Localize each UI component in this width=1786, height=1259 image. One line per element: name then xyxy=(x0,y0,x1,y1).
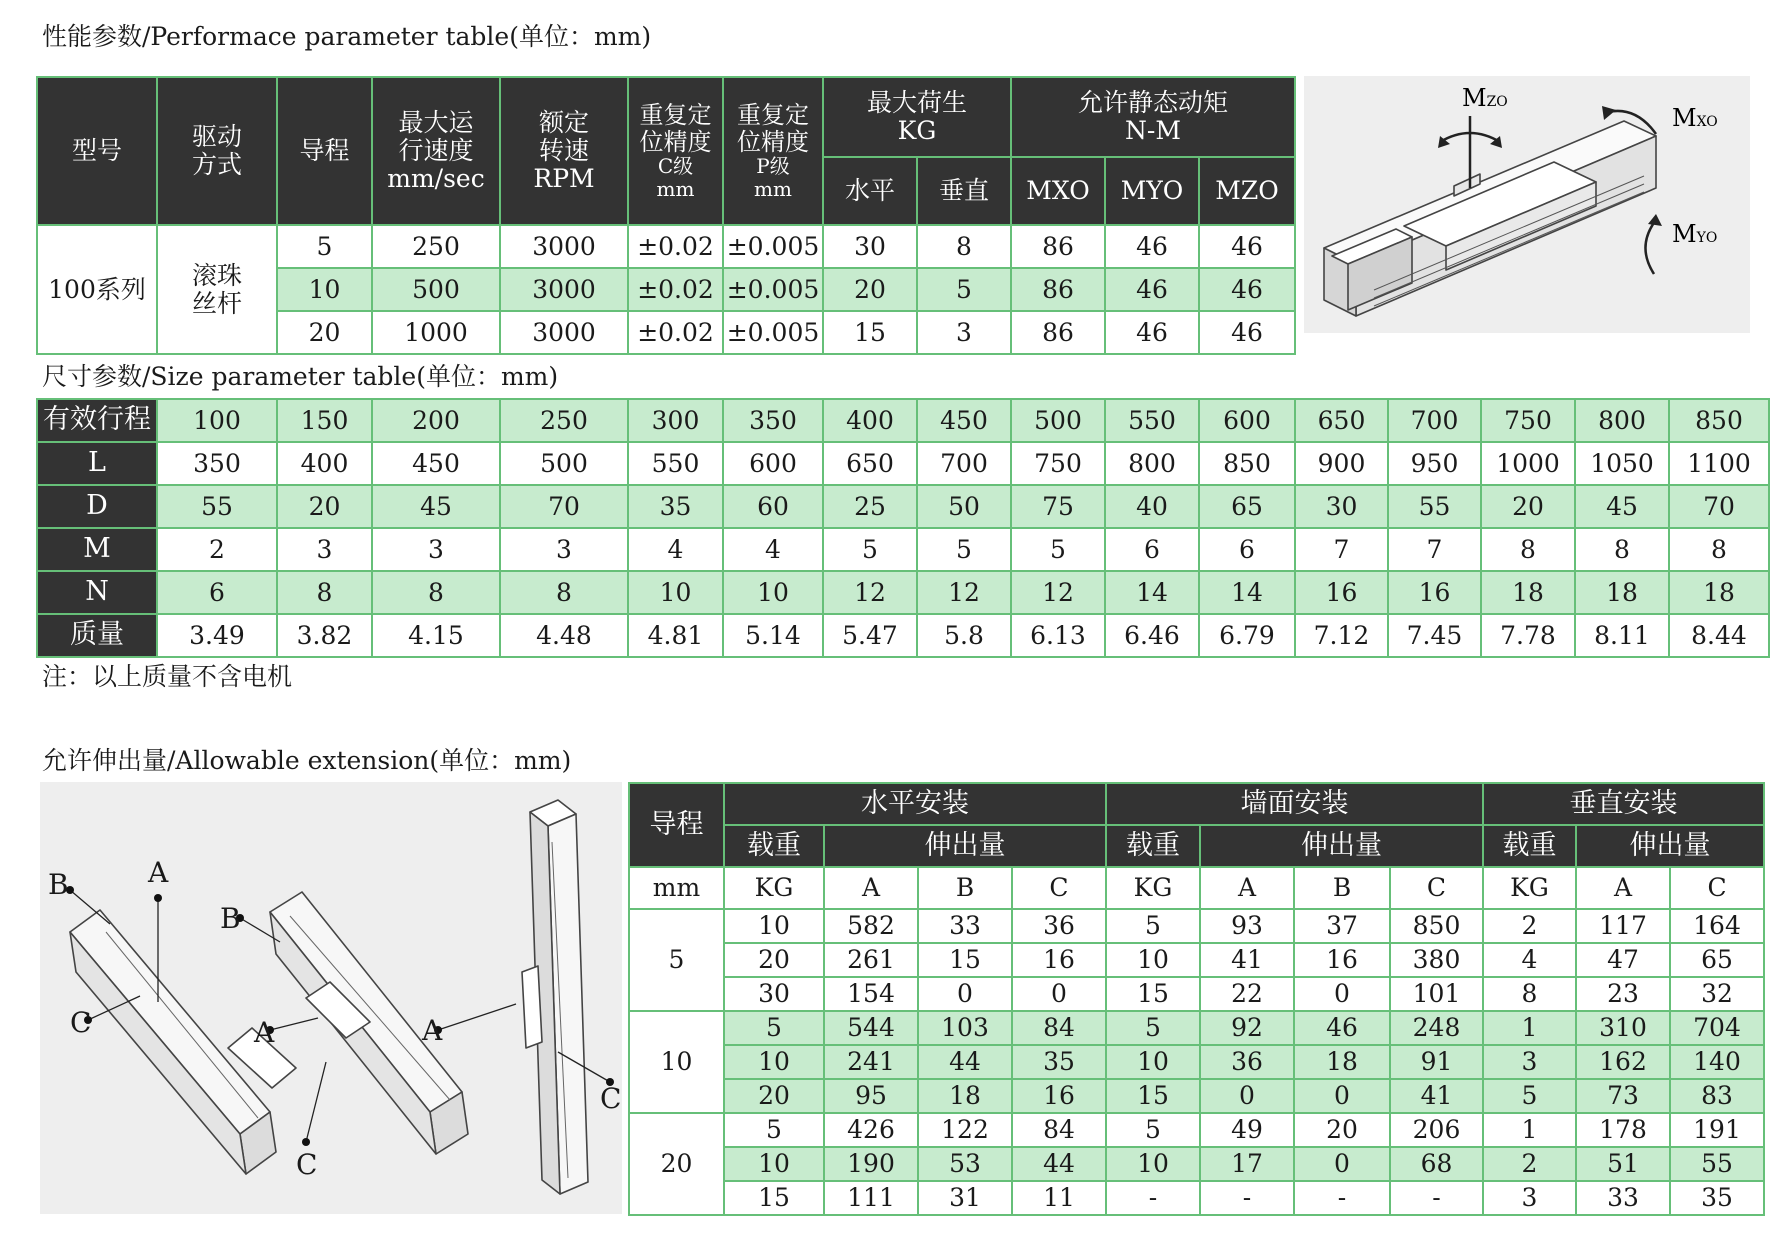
table-cell: 850 xyxy=(1199,442,1295,485)
table-cell: 5 xyxy=(277,225,372,268)
ext-col-b: B xyxy=(1294,867,1390,909)
ext-label-b: B xyxy=(220,902,241,935)
size-row-label: N xyxy=(37,571,157,614)
mxo-label: MXO xyxy=(1672,104,1718,132)
table-cell: 65 xyxy=(1670,943,1764,977)
table-cell: 600 xyxy=(723,442,823,485)
table-cell: 18 xyxy=(1575,571,1669,614)
table-cell: 0 xyxy=(1200,1079,1294,1113)
table-cell: 50 xyxy=(917,485,1011,528)
ext-header-vertical: 垂直安装 xyxy=(1483,783,1764,825)
table-cell: 500 xyxy=(1011,399,1105,442)
model-cell: 100系列 xyxy=(37,225,157,354)
table-cell: 73 xyxy=(1576,1079,1670,1113)
table-cell: 10 xyxy=(724,1045,824,1079)
table-cell: 103 xyxy=(918,1011,1012,1045)
table-cell: 10 xyxy=(1106,1045,1200,1079)
table-cell: 46 xyxy=(1294,1011,1390,1045)
table-cell: 18 xyxy=(1669,571,1769,614)
table-cell: 53 xyxy=(918,1147,1012,1181)
table-cell: ±0.02 xyxy=(628,225,723,268)
table-cell: 95 xyxy=(824,1079,918,1113)
ext-label-c: C xyxy=(296,1148,318,1181)
table-cell: 3 xyxy=(277,528,372,571)
table-cell: 84 xyxy=(1012,1113,1106,1147)
drive-cell: 滚珠 丝杆 xyxy=(157,225,277,354)
table-cell: 35 xyxy=(628,485,723,528)
ext-label-a: A xyxy=(254,1016,275,1049)
moment-diagram-svg xyxy=(1304,76,1750,333)
table-cell: 8 xyxy=(1481,528,1575,571)
table-cell: 600 xyxy=(1199,399,1295,442)
table-cell: 6 xyxy=(1199,528,1295,571)
table-cell: - xyxy=(1200,1181,1294,1215)
table-cell: 5.47 xyxy=(823,614,917,657)
ext-lead-cell: 20 xyxy=(629,1113,724,1215)
table-cell: 140 xyxy=(1670,1045,1764,1079)
header-max-speed: 最大运 行速度 mm/sec xyxy=(372,77,500,225)
table-cell: 20 xyxy=(1294,1113,1390,1147)
table-cell: 12 xyxy=(917,571,1011,614)
ext-col-c: C xyxy=(1012,867,1106,909)
table-cell: 7.78 xyxy=(1481,614,1575,657)
table-cell: 101 xyxy=(1390,977,1483,1011)
table-cell: 20 xyxy=(724,943,824,977)
table-cell: 3 xyxy=(917,311,1011,354)
table-cell: 16 xyxy=(1388,571,1481,614)
table-cell: 178 xyxy=(1576,1113,1670,1147)
table-cell: 83 xyxy=(1670,1079,1764,1113)
table-cell: 8 xyxy=(277,571,372,614)
table-cell: 10 xyxy=(1106,1147,1200,1181)
table-cell: 7.12 xyxy=(1295,614,1388,657)
header-load-vertical: 垂直 xyxy=(917,157,1011,225)
table-cell: 65 xyxy=(1199,485,1295,528)
table-cell: 15 xyxy=(918,943,1012,977)
table-cell: 6.46 xyxy=(1105,614,1199,657)
table-cell: 16 xyxy=(1012,943,1106,977)
table-cell: 10 xyxy=(723,571,823,614)
table-cell: 16 xyxy=(1294,943,1390,977)
header-myo: MYO xyxy=(1105,157,1199,225)
table-cell: 154 xyxy=(824,977,918,1011)
table-cell: - xyxy=(1390,1181,1483,1215)
table-cell: 30 xyxy=(1295,485,1388,528)
table-cell: 46 xyxy=(1199,311,1295,354)
ext-col-a: A xyxy=(1200,867,1294,909)
table-cell: 93 xyxy=(1200,909,1294,943)
table-cell: 3.82 xyxy=(277,614,372,657)
table-cell: 8.11 xyxy=(1575,614,1669,657)
table-cell: 200 xyxy=(372,399,500,442)
table-cell: 14 xyxy=(1199,571,1295,614)
table-cell: 4 xyxy=(723,528,823,571)
table-cell: 380 xyxy=(1390,943,1483,977)
table-cell: 8 xyxy=(1483,977,1576,1011)
table-cell: 40 xyxy=(1105,485,1199,528)
table-cell: 5 xyxy=(724,1113,824,1147)
extension-diagram-svg xyxy=(40,782,622,1214)
table-cell: 44 xyxy=(1012,1147,1106,1181)
table-cell: 47 xyxy=(1576,943,1670,977)
ext-header-load: 载重 xyxy=(1106,825,1200,867)
ext-unit-kg: KG xyxy=(1483,867,1576,909)
table-cell: 5.14 xyxy=(723,614,823,657)
table-cell: 30 xyxy=(724,977,824,1011)
table-cell: 36 xyxy=(1012,909,1106,943)
mass-note: 注：以上质量不含电机 xyxy=(42,662,293,691)
header-max-load: 最大荷生 KG xyxy=(823,77,1011,157)
table-cell: 46 xyxy=(1105,225,1199,268)
table-cell: 117 xyxy=(1576,909,1670,943)
size-row-label: L xyxy=(37,442,157,485)
ext-header-wall: 墙面安装 xyxy=(1106,783,1483,825)
table-cell: 4.15 xyxy=(372,614,500,657)
table-cell: ±0.005 xyxy=(723,225,823,268)
table-cell: 8 xyxy=(917,225,1011,268)
table-cell: 51 xyxy=(1576,1147,1670,1181)
table-cell: 250 xyxy=(372,225,500,268)
table-cell: 6 xyxy=(1105,528,1199,571)
table-cell: 700 xyxy=(1388,399,1481,442)
table-cell: 55 xyxy=(157,485,277,528)
table-cell: 31 xyxy=(918,1181,1012,1215)
table-cell: 300 xyxy=(628,399,723,442)
table-cell: 7.45 xyxy=(1388,614,1481,657)
table-cell: 20 xyxy=(823,268,917,311)
table-cell: 11 xyxy=(1012,1181,1106,1215)
table-cell: ±0.02 xyxy=(628,311,723,354)
header-lead: 导程 xyxy=(277,77,372,225)
ext-label-b: B xyxy=(48,868,69,901)
table-cell: 46 xyxy=(1105,311,1199,354)
table-cell: 23 xyxy=(1576,977,1670,1011)
table-cell: 3000 xyxy=(500,268,628,311)
table-cell: 68 xyxy=(1390,1147,1483,1181)
table-cell: 2 xyxy=(1483,1147,1576,1181)
table-cell: 41 xyxy=(1390,1079,1483,1113)
table-cell: 191 xyxy=(1670,1113,1764,1147)
table-cell: 33 xyxy=(918,909,1012,943)
table-cell: - xyxy=(1294,1181,1390,1215)
table-cell: 5 xyxy=(1483,1079,1576,1113)
ext-col-a: A xyxy=(1576,867,1670,909)
size-row-label: 质量 xyxy=(37,614,157,657)
table-cell: 0 xyxy=(918,977,1012,1011)
ext-lead-cell: 10 xyxy=(629,1011,724,1113)
table-cell: 241 xyxy=(824,1045,918,1079)
table-cell: 4 xyxy=(628,528,723,571)
table-cell: 7 xyxy=(1295,528,1388,571)
table-cell: 91 xyxy=(1390,1045,1483,1079)
table-cell: 16 xyxy=(1012,1079,1106,1113)
table-cell: 46 xyxy=(1199,268,1295,311)
ext-col-c: C xyxy=(1390,867,1483,909)
table-cell: 0 xyxy=(1294,1079,1390,1113)
table-cell: 5 xyxy=(917,528,1011,571)
table-cell: 500 xyxy=(500,442,628,485)
table-cell: 4 xyxy=(1483,943,1576,977)
table-cell: 8 xyxy=(500,571,628,614)
table-cell: 15 xyxy=(724,1181,824,1215)
table-cell: 400 xyxy=(823,399,917,442)
performance-title: 性能参数/Performace parameter table(单位：mm) xyxy=(42,22,652,51)
table-cell: 750 xyxy=(1011,442,1105,485)
table-cell: 6 xyxy=(157,571,277,614)
table-cell: 450 xyxy=(372,442,500,485)
table-cell: 850 xyxy=(1669,399,1769,442)
table-cell: 550 xyxy=(1105,399,1199,442)
table-cell: ±0.02 xyxy=(628,268,723,311)
table-cell: ±0.005 xyxy=(723,268,823,311)
table-cell: 10 xyxy=(277,268,372,311)
table-cell: 1050 xyxy=(1575,442,1669,485)
table-cell: 750 xyxy=(1481,399,1575,442)
table-cell: 426 xyxy=(824,1113,918,1147)
performance-table xyxy=(36,76,1296,355)
table-cell: 704 xyxy=(1670,1011,1764,1045)
table-cell: 86 xyxy=(1011,225,1105,268)
ext-col-c: C xyxy=(1670,867,1764,909)
table-cell: 8 xyxy=(1575,528,1669,571)
myo-label: MYO xyxy=(1672,220,1718,248)
table-cell: 850 xyxy=(1390,909,1483,943)
table-cell: 5 xyxy=(1106,909,1200,943)
ext-col-a: A xyxy=(824,867,918,909)
ext-header-lead: 导程 xyxy=(629,783,724,867)
ext-header-extension: 伸出量 xyxy=(824,825,1106,867)
extension-table xyxy=(628,782,1765,1216)
table-cell: 70 xyxy=(500,485,628,528)
table-cell: 5 xyxy=(917,268,1011,311)
table-cell: 8 xyxy=(372,571,500,614)
table-cell: 261 xyxy=(824,943,918,977)
mzo-label: MZO xyxy=(1462,84,1508,112)
table-cell: 86 xyxy=(1011,268,1105,311)
header-drive: 驱动 方式 xyxy=(157,77,277,225)
table-cell: 550 xyxy=(628,442,723,485)
table-cell: 950 xyxy=(1388,442,1481,485)
table-cell: 5 xyxy=(1106,1113,1200,1147)
table-cell: 18 xyxy=(918,1079,1012,1113)
moment-diagram xyxy=(1304,76,1750,333)
table-cell: 3 xyxy=(372,528,500,571)
table-cell: 84 xyxy=(1012,1011,1106,1045)
table-cell: 3 xyxy=(500,528,628,571)
table-cell: 206 xyxy=(1390,1113,1483,1147)
table-cell: 0 xyxy=(1294,1147,1390,1181)
table-cell: 20 xyxy=(277,485,372,528)
table-cell: 150 xyxy=(277,399,372,442)
table-cell: 100 xyxy=(157,399,277,442)
table-cell: 6.13 xyxy=(1011,614,1105,657)
table-cell: 111 xyxy=(824,1181,918,1215)
table-cell: 35 xyxy=(1012,1045,1106,1079)
table-cell: 70 xyxy=(1669,485,1769,528)
table-cell: 15 xyxy=(823,311,917,354)
header-repeat-c: 重复定 位精度 C级 mm xyxy=(628,77,723,225)
table-cell: 30 xyxy=(823,225,917,268)
table-cell: 41 xyxy=(1200,943,1294,977)
table-cell: 10 xyxy=(724,909,824,943)
ext-unit-kg: KG xyxy=(724,867,824,909)
table-cell: 17 xyxy=(1200,1147,1294,1181)
table-cell: 33 xyxy=(1576,1181,1670,1215)
header-mzo: MZO xyxy=(1199,157,1295,225)
ext-header-horizontal: 水平安装 xyxy=(724,783,1106,825)
table-cell: 1100 xyxy=(1669,442,1769,485)
table-cell: 582 xyxy=(824,909,918,943)
table-cell: 544 xyxy=(824,1011,918,1045)
ext-header-extension: 伸出量 xyxy=(1200,825,1483,867)
ext-label-a: A xyxy=(422,1014,443,1047)
ext-unit-mm: mm xyxy=(629,867,724,909)
table-cell: - xyxy=(1106,1181,1200,1215)
table-cell: 2 xyxy=(157,528,277,571)
table-cell: 55 xyxy=(1388,485,1481,528)
table-cell: 5 xyxy=(724,1011,824,1045)
table-cell: 46 xyxy=(1199,225,1295,268)
extension-title: 允许伸出量/Allowable extension(单位：mm) xyxy=(42,746,572,775)
ext-col-b: B xyxy=(918,867,1012,909)
table-cell: 400 xyxy=(277,442,372,485)
table-cell: 15 xyxy=(1106,977,1200,1011)
table-cell: 75 xyxy=(1011,485,1105,528)
table-cell: 10 xyxy=(628,571,723,614)
table-cell: 32 xyxy=(1670,977,1764,1011)
table-cell: 500 xyxy=(372,268,500,311)
table-cell: 20 xyxy=(277,311,372,354)
table-cell: 1000 xyxy=(372,311,500,354)
table-cell: 8.44 xyxy=(1669,614,1769,657)
table-cell: 800 xyxy=(1105,442,1199,485)
header-mxo: MXO xyxy=(1011,157,1105,225)
table-cell: 55 xyxy=(1670,1147,1764,1181)
table-cell: 45 xyxy=(1575,485,1669,528)
table-cell: 12 xyxy=(823,571,917,614)
table-cell: 22 xyxy=(1200,977,1294,1011)
header-load-horizontal: 水平 xyxy=(823,157,917,225)
table-cell: 0 xyxy=(1294,977,1390,1011)
table-cell: 350 xyxy=(723,399,823,442)
table-cell: 4.48 xyxy=(500,614,628,657)
table-cell: 450 xyxy=(917,399,1011,442)
table-cell: 15 xyxy=(1106,1079,1200,1113)
table-cell: 8 xyxy=(1669,528,1769,571)
table-cell: 20 xyxy=(724,1079,824,1113)
ext-lead-cell: 5 xyxy=(629,909,724,1011)
table-cell: 310 xyxy=(1576,1011,1670,1045)
table-cell: 18 xyxy=(1481,571,1575,614)
extension-diagram xyxy=(40,782,622,1214)
size-row-label: D xyxy=(37,485,157,528)
table-cell: 650 xyxy=(1295,399,1388,442)
table-cell: 35 xyxy=(1670,1181,1764,1215)
table-cell: 37 xyxy=(1294,909,1390,943)
table-cell: ±0.005 xyxy=(723,311,823,354)
table-cell: 44 xyxy=(918,1045,1012,1079)
size-row-label: M xyxy=(37,528,157,571)
table-cell: 7 xyxy=(1388,528,1481,571)
table-cell: 1 xyxy=(1483,1113,1576,1147)
table-cell: 14 xyxy=(1105,571,1199,614)
table-cell: 86 xyxy=(1011,311,1105,354)
ext-header-extension: 伸出量 xyxy=(1576,825,1764,867)
table-cell: 3000 xyxy=(500,225,628,268)
table-cell: 60 xyxy=(723,485,823,528)
table-cell: 350 xyxy=(157,442,277,485)
table-cell: 6.79 xyxy=(1199,614,1295,657)
header-model: 型号 xyxy=(37,77,157,225)
table-cell: 5 xyxy=(823,528,917,571)
size-title: 尺寸参数/Size parameter table(单位：mm) xyxy=(42,362,559,391)
table-cell: 650 xyxy=(823,442,917,485)
table-cell: 10 xyxy=(1106,943,1200,977)
table-cell: 3 xyxy=(1483,1045,1576,1079)
table-cell: 3 xyxy=(1483,1181,1576,1215)
table-cell: 1000 xyxy=(1481,442,1575,485)
table-cell: 25 xyxy=(823,485,917,528)
table-cell: 46 xyxy=(1105,268,1199,311)
ext-header-load: 载重 xyxy=(724,825,824,867)
table-cell: 0 xyxy=(1012,977,1106,1011)
table-cell: 3000 xyxy=(500,311,628,354)
table-cell: 4.81 xyxy=(628,614,723,657)
table-cell: 3.49 xyxy=(157,614,277,657)
table-cell: 49 xyxy=(1200,1113,1294,1147)
table-cell: 92 xyxy=(1200,1011,1294,1045)
table-cell: 10 xyxy=(724,1147,824,1181)
header-rated-speed: 额定 转速 RPM xyxy=(500,77,628,225)
table-cell: 12 xyxy=(1011,571,1105,614)
size-table xyxy=(36,398,1770,658)
table-cell: 45 xyxy=(372,485,500,528)
table-cell: 248 xyxy=(1390,1011,1483,1045)
ext-label-a: A xyxy=(148,856,169,889)
table-cell: 5.8 xyxy=(917,614,1011,657)
table-cell: 1 xyxy=(1483,1011,1576,1045)
ext-label-c: C xyxy=(600,1082,622,1115)
ext-label-c: C xyxy=(70,1006,92,1039)
header-repeat-p: 重复定 位精度 P级 mm xyxy=(723,77,823,225)
size-row-label: 有效行程 xyxy=(37,399,157,442)
table-cell: 900 xyxy=(1295,442,1388,485)
table-cell: 122 xyxy=(918,1113,1012,1147)
table-cell: 5 xyxy=(1011,528,1105,571)
table-cell: 800 xyxy=(1575,399,1669,442)
table-cell: 20 xyxy=(1481,485,1575,528)
header-moment: 允许静态动矩 N-M xyxy=(1011,77,1295,157)
table-cell: 164 xyxy=(1670,909,1764,943)
table-cell: 700 xyxy=(917,442,1011,485)
table-cell: 190 xyxy=(824,1147,918,1181)
table-cell: 36 xyxy=(1200,1045,1294,1079)
table-cell: 16 xyxy=(1295,571,1388,614)
table-cell: 18 xyxy=(1294,1045,1390,1079)
ext-unit-kg: KG xyxy=(1106,867,1200,909)
table-cell: 250 xyxy=(500,399,628,442)
table-cell: 2 xyxy=(1483,909,1576,943)
table-cell: 162 xyxy=(1576,1045,1670,1079)
ext-header-load: 载重 xyxy=(1483,825,1576,867)
table-cell: 5 xyxy=(1106,1011,1200,1045)
